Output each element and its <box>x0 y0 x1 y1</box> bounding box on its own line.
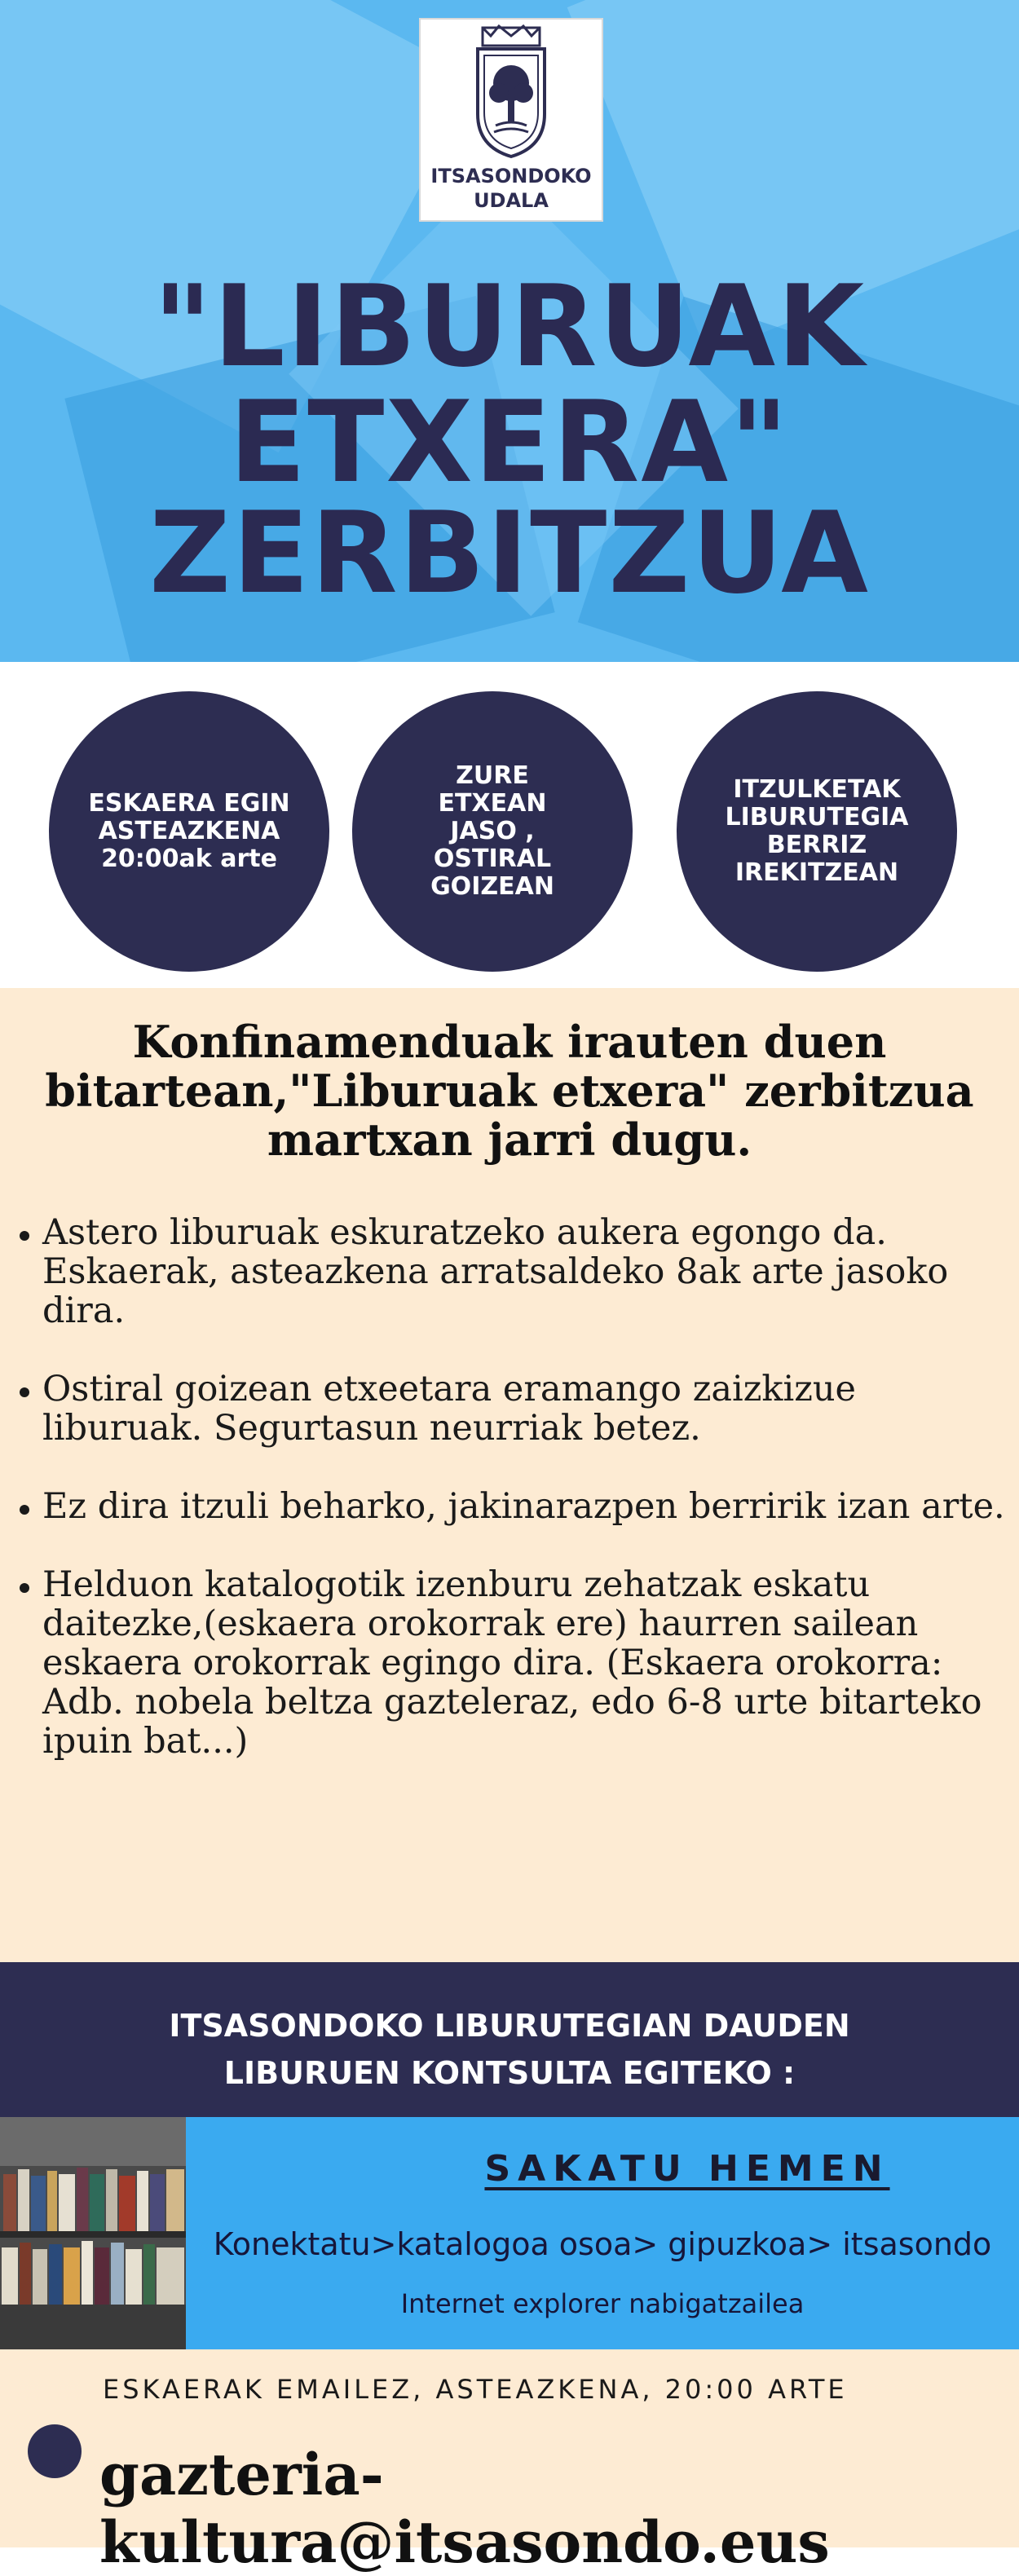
bookshelf-image-icon <box>0 2117 186 2349</box>
catalog-banner <box>0 1962 1019 2117</box>
title-line-3: ZERBITZUA <box>149 487 870 619</box>
step-return-text: ITZULKETAK LIBURUTEGIA BERRIZ IREKITZEAN <box>725 775 909 887</box>
catalog-section <box>0 2117 1019 2349</box>
title-line-1: "LIBURUAK <box>152 261 867 392</box>
heading-line-1: Konfinamenduak irauten duen <box>132 1016 887 1068</box>
browser-note: Internet explorer nabigatzailea <box>400 2288 805 2319</box>
title-line-2: ETXERA" <box>228 377 791 508</box>
banner-line-1: ITSASONDOKO LIBURUTEGIAN DAUDEN <box>169 2008 850 2044</box>
logo-subtitle: UDALA <box>474 189 549 212</box>
footer-section <box>0 2349 1019 2576</box>
requests-line: ESKAERAK EMAILEZ, ASTEAZKENA, 20:00 ARTE <box>103 2374 848 2405</box>
heading-line-3: martxan jarri dugu. <box>267 1114 752 1166</box>
heading-line-2: bitartean,"Liburuak etxera" zerbitzua <box>45 1065 974 1117</box>
bullet-item: Ez dira itzuli beharko, jakinarazpen berririk izan arte. <box>18 1487 1012 1526</box>
info-heading <box>16 1017 1003 1164</box>
steps-section <box>0 662 1019 988</box>
bookshelf-photo <box>0 2117 186 2349</box>
bullet-dot-icon <box>28 2424 82 2478</box>
bullet-item: Ostiral goizean etxeetara eramango zaizkizue liburuak. Segurtasun neurriak betez. <box>18 1370 1012 1448</box>
bullet-item: Astero liburuak eskuratzeko aukera egongo da. Eskaerak, asteazkena arratsaldeko 8ak arte jasoko dira. <box>18 1213 1012 1330</box>
info-section <box>0 988 1019 1962</box>
contact-email-link[interactable]: gazteria-kultura@itsasondo.eus <box>99 2441 830 2576</box>
step-delivery-circle <box>352 691 633 972</box>
step-order-text: ESKAERA EGIN ASTEAZKENA 20:00ak arte <box>88 789 290 873</box>
catalog-link-button[interactable]: SAKATU HEMEN <box>484 2148 890 2190</box>
step-return-circle <box>677 691 957 972</box>
bullet-item: Helduon katalogotik izenburu zehatzak eskatu daitezke,(eskaera orokorrak ere) haurren sailean eskaera orokorrak egingo dira. (Eskaera orokorra: Adb. nobela beltza gazteleraz, edo 6-8 urte bitarteko ipuin bat...) <box>18 1565 1012 1761</box>
logo-name: ITSASONDOKO <box>430 165 592 187</box>
info-bullet-list <box>18 1213 1012 1800</box>
municipality-logo <box>419 18 603 222</box>
catalog-path-text: Konektatu>katalogoa osoa> gipuzkoa> itsasondo <box>213 2226 992 2262</box>
coat-of-arms-icon <box>466 24 556 161</box>
step-order-circle <box>49 691 329 972</box>
banner-line-2: LIBURUEN KONTSULTA EGITEKO : <box>223 2055 796 2091</box>
hero-banner <box>0 0 1019 662</box>
step-delivery-text: ZURE ETXEAN JASO , OSTIRAL GOIZEAN <box>430 761 554 901</box>
catalog-link-box <box>186 2117 1019 2349</box>
